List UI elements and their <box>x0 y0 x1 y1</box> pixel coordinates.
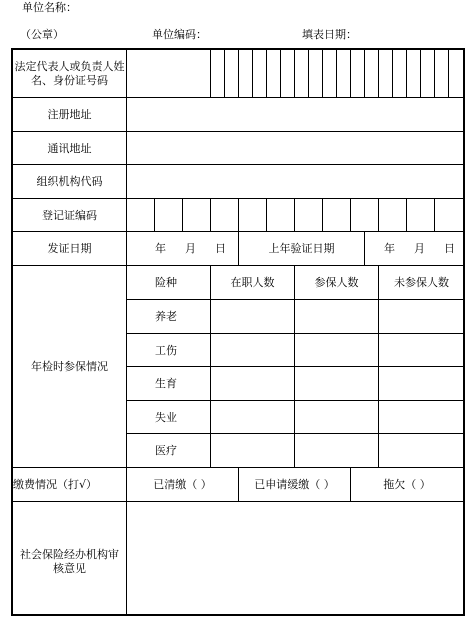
id-digit-divider <box>420 48 421 97</box>
cert-digit-divider <box>350 198 351 231</box>
cert-digit-divider <box>406 198 407 231</box>
insurance-row-medical: 医疗 <box>155 444 177 457</box>
cert-digit-divider <box>322 198 323 231</box>
legal-representative-label: 法定代表人或负责人姓名、身份证号码 <box>14 60 125 87</box>
insured-count-header: 参保人数 <box>314 276 359 289</box>
row-divider <box>126 433 465 434</box>
annual-check-insurance-label: 年检时参保情况 <box>31 360 108 373</box>
id-digit-divider <box>434 48 435 97</box>
insurance-column-divider <box>210 265 211 467</box>
insurance-row-injury: 工伤 <box>155 344 177 357</box>
issue-month-unit: 月 <box>185 242 196 255</box>
row-divider <box>11 97 465 98</box>
registered-address-label: 注册地址 <box>47 108 92 121</box>
verify-month-unit: 月 <box>414 242 425 255</box>
employed-count-header: 在职人数 <box>230 276 275 289</box>
cert-digit-divider <box>182 198 183 231</box>
row-divider <box>11 164 465 165</box>
insurance-row-maternity: 生育 <box>155 377 177 390</box>
organization-code-label: 组织机构代码 <box>36 175 103 188</box>
row-divider <box>11 265 465 266</box>
insurance-column-divider <box>294 265 295 467</box>
id-digit-divider <box>280 48 281 97</box>
id-digit-divider <box>308 48 309 97</box>
issue-year-unit: 年 <box>155 242 166 255</box>
label-column-divider <box>126 48 127 467</box>
table-border-left <box>11 48 13 616</box>
row-divider <box>126 333 465 334</box>
id-digit-divider <box>224 48 225 97</box>
id-digit-divider <box>448 48 449 97</box>
id-digit-divider <box>252 48 253 97</box>
id-digit-divider <box>336 48 337 97</box>
issue-date-label: 发证日期 <box>47 242 92 255</box>
id-digit-divider <box>392 48 393 97</box>
cert-digit-divider <box>238 198 239 231</box>
paid-in-full-option[interactable]: 已清缴（ ） <box>153 478 212 491</box>
cert-digit-divider <box>210 198 211 231</box>
id-digit-divider <box>364 48 365 97</box>
cert-digit-divider <box>266 198 267 231</box>
review-opinion-label: 社会保险经办机构审核意见 <box>20 548 119 575</box>
insurance-column-divider <box>378 265 379 467</box>
verify-day-unit: 日 <box>444 242 455 255</box>
cert-digit-divider <box>378 198 379 231</box>
id-digit-divider <box>406 48 407 97</box>
deferred-payment-option[interactable]: 已申请缓缴（ ） <box>254 478 335 491</box>
id-digit-divider <box>322 48 323 97</box>
label-column-divider <box>126 501 127 615</box>
verify-year-unit: 年 <box>384 242 395 255</box>
uninsured-count-header: 未参保人数 <box>394 276 449 289</box>
row-divider <box>126 299 465 300</box>
cert-digit-divider <box>294 198 295 231</box>
fill-date-label: 填表日期： <box>302 28 357 41</box>
unit-name-label: 单位名称： <box>22 1 77 14</box>
cert-digit-divider <box>154 198 155 231</box>
cert-digit-divider <box>434 198 435 231</box>
insurance-type-header: 险种 <box>155 276 177 289</box>
date-divider <box>364 231 365 265</box>
last-year-verification-label: 上年验证日期 <box>268 242 335 255</box>
id-digit-divider <box>266 48 267 97</box>
id-digit-divider <box>238 48 239 97</box>
row-divider <box>11 131 465 132</box>
payment-status-label: 缴费情况（打√） <box>13 478 98 491</box>
row-divider <box>126 400 465 401</box>
mailing-address-label: 通讯地址 <box>47 142 92 155</box>
row-divider <box>11 501 465 502</box>
unit-code-label: 单位编码： <box>152 28 207 41</box>
table-border-right <box>463 48 465 616</box>
registration-cert-label: 登记证编码 <box>42 209 97 222</box>
id-digit-divider <box>210 48 211 97</box>
row-divider <box>126 366 465 367</box>
insurance-row-unemployment: 失业 <box>155 411 177 424</box>
id-digit-divider <box>350 48 351 97</box>
id-digit-divider <box>294 48 295 97</box>
issue-day-unit: 日 <box>215 242 226 255</box>
seal-label: （公章） <box>20 28 64 41</box>
table-border-bottom <box>11 614 465 616</box>
in-arrears-option[interactable]: 拖欠（ ） <box>383 478 431 491</box>
id-digit-divider <box>378 48 379 97</box>
insurance-row-pension: 养老 <box>155 310 177 323</box>
